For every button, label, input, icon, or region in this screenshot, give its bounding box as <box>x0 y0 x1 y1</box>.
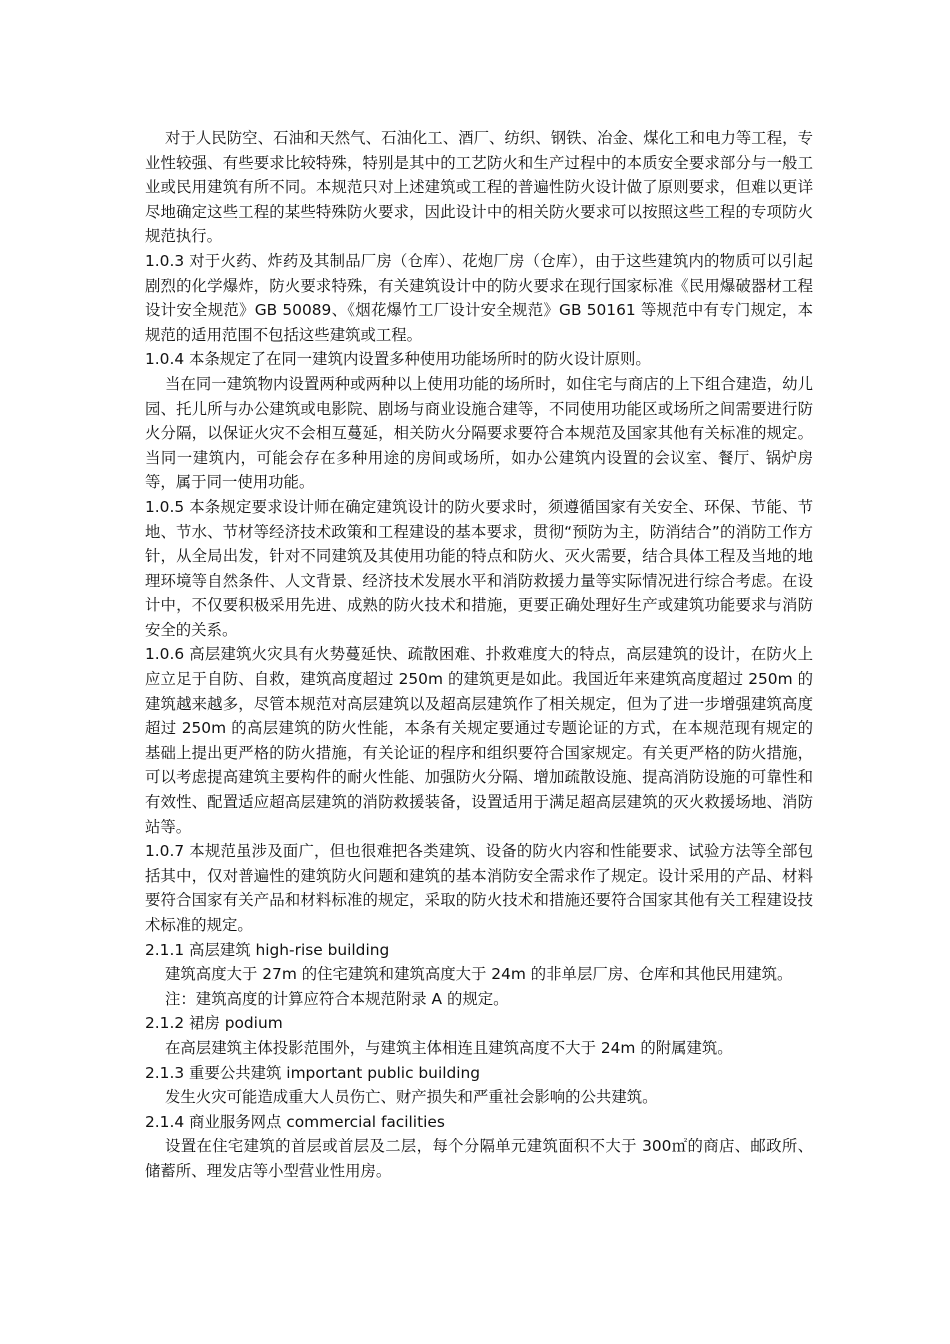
term-2-1-1-note: 注：建筑高度的计算应符合本规范附录 A 的规定。 <box>165 989 509 1008</box>
paragraph-mixed-use: 当在同一建筑物内设置两种或两种以上使用功能的场所时，如住宅与商店的上下组合建造，幼儿园、托儿所与办公建筑或电影院、剧场与商业设施合建等，不同使用功能区或场所之间需要进行防火分隔，以保证火灾不会相互蔓延，相关防火分隔要求要符合本规范及国家其他有关标准的规定。当同一建筑内，可能会存在多种用途的房间或场所，如办公建筑内设置的会议室、餐厅、锅炉房等，属于同一使用功能。 <box>145 374 813 492</box>
clause-1-0-7: 1.0.7 本规范虽涉及面广，但也很难把各类建筑、设备的防火内容和性能要求、试验方法等全部包括其中，仅对普遍性的建筑防火问题和建筑的基本消防安全需求作了规定。设计采用的产品、材料要符合国家有关产品和材料标准的规定，采取的防火技术和措施还要符合国家其他有关工程建设技术标准的规定。 <box>145 842 813 934</box>
term-2-1-2-definition: 在高层建筑主体投影范围外，与建筑主体相连且建筑高度不大于 24m 的附属建筑。 <box>165 1038 733 1057</box>
clause-1-0-4: 1.0.4 本条规定了在同一建筑内设置多种使用功能场所时的防火设计原则。 <box>145 350 651 369</box>
clause-1-0-3: 1.0.3 对于火药、炸药及其制品厂房（仓库）、花炮厂房（仓库），由于这些建筑内的物质可以引起剧烈的化学爆炸，防火要求特殊，有关建筑设计中的防火要求在现行国家标准《民用爆破器材工程设计安全规范》GB 50089、《烟花爆竹工厂设计安全规范》GB 50161 等规范中有专门规定，本规范的适用范围不包括这些建筑或工程。 <box>145 251 813 344</box>
term-2-1-3-definition: 发生火灾可能造成重大人员伤亡、财产损失和严重社会影响的公共建筑。 <box>165 1088 658 1107</box>
clause-1-0-5: 1.0.5 本条规定要求设计师在确定建筑设计的防火要求时，须遵循国家有关安全、环保、节能、节地、节水、节材等经济技术政策和工程建设的基本要求，贯彻“预防为主，防消结合”的消防工作方针，从全局出发，针对不同建筑及其使用功能的特点和防火、灭火需要，结合具体工程及当地的地理环境等自然条件、人文背景、经济技术发展水平和消防救援力量等实际情况进行综合考虑。在设计中，不仅要积极采用先进、成熟的防火技术和措施，更要正确处理好生产或建筑功能要求与消防安全的关系。 <box>145 497 813 639</box>
term-2-1-1-heading: 2.1.1 高层建筑 high-rise building <box>145 940 390 959</box>
term-2-1-4-heading: 2.1.4 商业服务网点 commercial facilities <box>145 1112 445 1131</box>
document-page <box>145 126 813 1184</box>
paragraph-special-engineering: 对于人民防空、石油和天然气、石油化工、酒厂、纺织、钢铁、冶金、煤化工和电力等工程，专业性较强、有些要求比较特殊，特别是其中的工艺防火和生产过程中的本质安全要求部分与一般工业或民用建筑有所不同。本规范只对上述建筑或工程的普遍性防火设计做了原则要求，但难以更详尽地确定这些工程的某些特殊防火要求，因此设计中的相关防火要求可以按照这些工程的专项防火规范执行。 <box>145 129 813 246</box>
term-2-1-3-heading: 2.1.3 重要公共建筑 important public building <box>145 1063 481 1082</box>
term-2-1-4-definition: 设置在住宅建筑的首层或首层及二层，每个分隔单元建筑面积不大于 300㎡的商店、邮政所、储蓄所、理发店等小型营业性用房。 <box>145 1137 813 1180</box>
clause-1-0-6: 1.0.6 高层建筑火灾具有火势蔓延快、疏散困难、扑救难度大的特点，高层建筑的设计，在防火上应立足于自防、自救，建筑高度超过 250m 的建筑更是如此。我国近年来建筑高度超过 250m 的建筑越来越多，尽管本规范对高层建筑以及超高层建筑作了相关规定，但为了进一步增强建筑高度超过 250m 的高层建筑的防火性能，本条有关规定要通过专题论证的方式，在本规范现有规定的基础上提出更严格的防火措施，有关论证的程序和组织要符合国家规定。有关更严格的防火措施，可以考虑提高建筑主要构件的耐火性能、加强防火分隔、增加疏散设施、提高消防设施的可靠性和有效性、配置适应超高层建筑的消防救援装备，设置适用于满足超高层建筑的灭火救援场地、消防站等。 <box>145 645 813 836</box>
term-2-1-1-definition: 建筑高度大于 27m 的住宅建筑和建筑高度大于 24m 的非单层厂房、仓库和其他民用建筑。 <box>165 965 793 984</box>
term-2-1-2-heading: 2.1.2 裙房 podium <box>145 1014 283 1033</box>
